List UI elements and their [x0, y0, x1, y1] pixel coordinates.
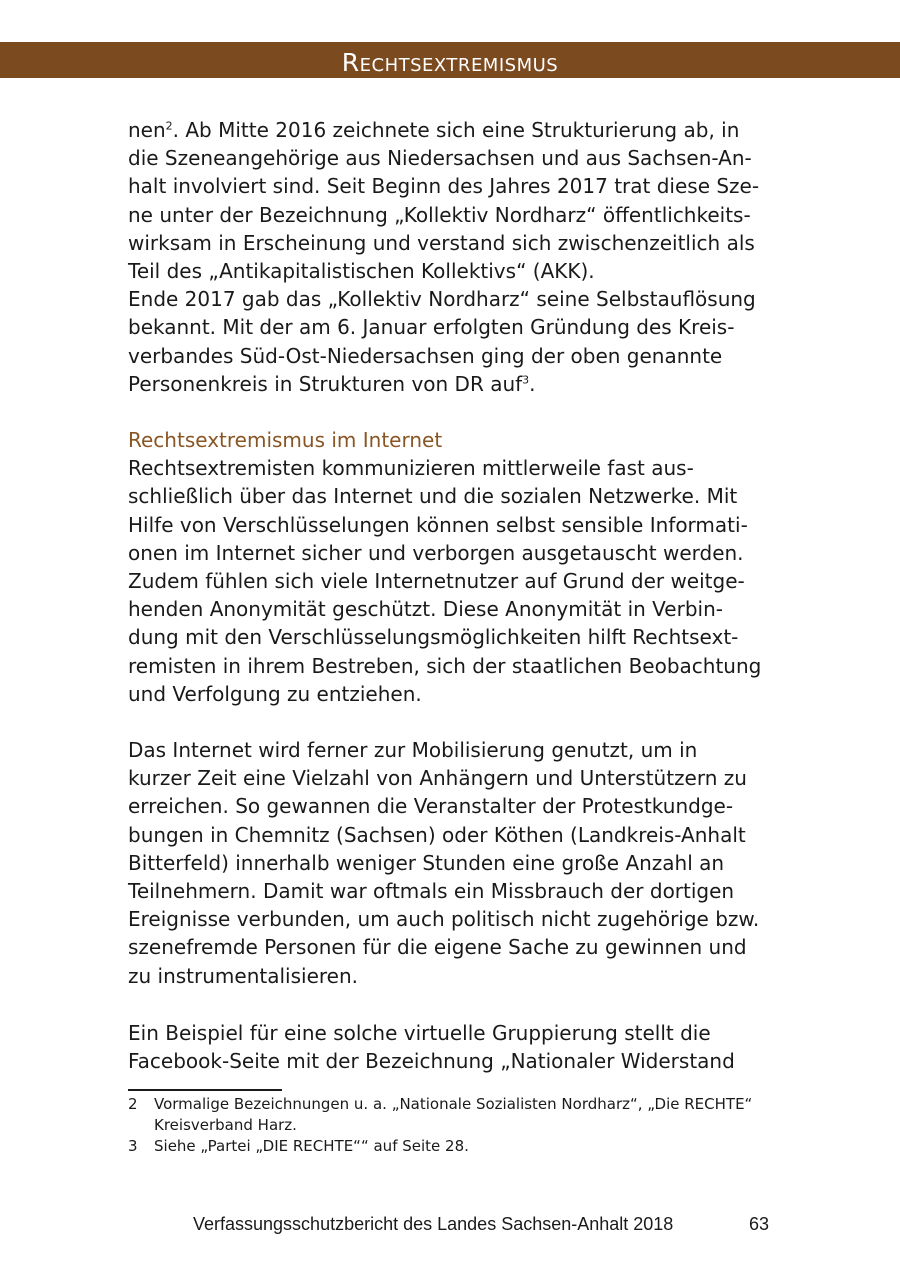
text-line: remisten in ihrem Bestreben, sich der staatlichen Beobachtung	[128, 653, 762, 678]
text-line: erreichen. So gewannen die Veranstalter der Protestkundge-	[128, 794, 734, 819]
chapter-title: Rechtsextremismus	[341, 48, 559, 77]
text-line: halt involviert sind. Seit Beginn des Jahres 2017 trat diese Sze-	[128, 174, 760, 199]
footnote-ref-3[interactable]: 3	[522, 373, 530, 387]
paragraph-beispiel	[128, 1019, 778, 1075]
text-line: wirksam in Erscheinung und verstand sich zwischenzeitlich als	[128, 230, 755, 255]
text-line: szenefremde Personen für die eigene Sache zu gewinnen und	[128, 935, 747, 960]
text-line: und Verfolgung zu entziehen.	[128, 681, 422, 706]
text-line: Das Internet wird ferner zur Mobilisierung genutzt, um in	[128, 738, 698, 762]
text-line: verbandes Süd-Ost-Niedersachsen ging der oben genannte	[128, 343, 723, 368]
text-line: ne unter der Bezeichnung „Kollektiv Nordharz“ öffentlichkeits-	[128, 202, 751, 227]
text-line: henden Anonymität geschützt. Diese Anonymität in Verbin-	[128, 597, 723, 622]
paragraph-mobilisierung	[128, 736, 778, 990]
section-heading: Rechtsextremismus im Internet	[128, 428, 443, 452]
footnote-text: Siehe „Partei „DIE RECHTE““ auf Seite 28.	[154, 1137, 469, 1155]
text-line: kurzer Zeit eine Vielzahl von Anhängern und Unterstützern zu	[128, 766, 747, 791]
text-line: Zudem fühlen sich viele Internetnutzer auf Grund der weitge-	[128, 569, 745, 594]
footnote-divider	[128, 1089, 282, 1091]
footnote-text: Vormalige Bezeichnungen u. a. „Nationale Sozialisten Nordharz“, „Die RECHTE“	[154, 1095, 753, 1113]
text-line: bungen in Chemnitz (Sachsen) oder Köthen (Landkreis-Anhalt	[128, 822, 746, 847]
text-line: Teilnehmern. Damit war oftmals ein Missbrauch der dortigen	[128, 879, 735, 904]
text-line: dung mit den Verschlüsselungsmöglichkeiten hilft Rechtsext-	[128, 625, 739, 650]
footer-title: Verfassungsschutzbericht des Landes Sachsen-Anhalt 2018	[193, 1214, 674, 1234]
text-line: nen$^2$. Ab Mitte 2016 zeichnete sich eine Strukturierung ab, in	[128, 118, 740, 142]
text-line: Hilfe von Verschlüsselungen können selbst sensible Informati-	[128, 512, 748, 537]
text-line: Rechtsextremisten kommunizieren mittlerweile fast aus-	[128, 456, 694, 481]
footnote-ref-2[interactable]: 2	[165, 119, 173, 133]
text-line: Ereignisse verbunden, um auch politisch nicht zugehörige bzw.	[128, 907, 760, 932]
paragraph-kollektiv-nordharz	[128, 116, 778, 398]
footnotes	[128, 1094, 788, 1157]
footnote-number: 3	[128, 1137, 138, 1155]
text-line: Personenkreis in Strukturen von DR auf$^3$.	[128, 371, 536, 396]
text-line: die Szeneangehörige aus Niedersachsen und aus Sachsen-An-	[128, 146, 752, 171]
page-number: 63	[749, 1214, 770, 1234]
text-line: zu instrumentalisieren.	[128, 963, 358, 988]
footnote-number: 2	[128, 1095, 138, 1113]
section-internet	[128, 426, 778, 708]
footnote-2-continuation: Kreisverband Harz.	[154, 1116, 297, 1134]
text-line: bekannt. Mit der am 6. Januar erfolgten Gründung des Kreis-	[128, 315, 735, 340]
footnote-2	[128, 1094, 788, 1115]
text-line: Teil des „Antikapitalistischen Kollektivs“ (AKK).	[128, 259, 595, 284]
text-line: Ein Beispiel für eine solche virtuelle Gruppierung stellt die	[128, 1021, 711, 1045]
text-line: schließlich über das Internet und die sozialen Netzwerke. Mit	[128, 484, 738, 509]
chapter-header-bar	[0, 42, 900, 78]
text-line: onen im Internet sicher und verborgen ausgetauscht werden.	[128, 540, 744, 565]
text-line: Ende 2017 gab das „Kollektiv Nordharz“ seine Selbstauflösung	[128, 287, 756, 312]
text-line: Facebook-Seite mit der Bezeichnung „Nationaler Widerstand	[128, 1049, 735, 1074]
text-line: Bitterfeld) innerhalb weniger Stunden eine große Anzahl an	[128, 850, 725, 875]
footnote-3	[128, 1136, 788, 1157]
